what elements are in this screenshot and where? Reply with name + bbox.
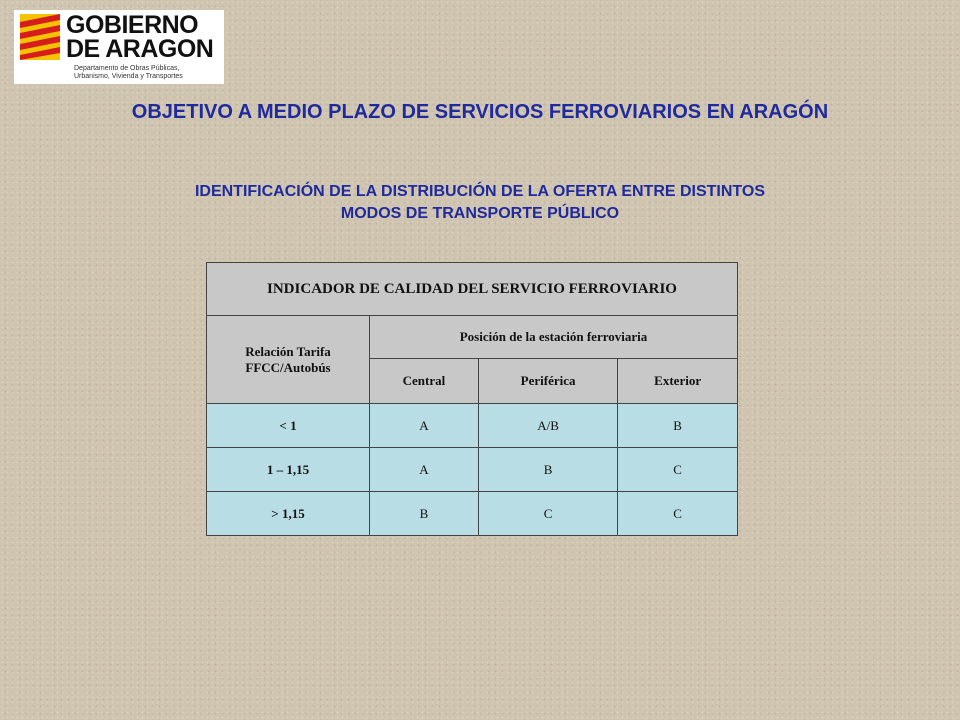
column-header-exterior: Exterior [618, 359, 738, 404]
row-header: Relación Tarifa FFCC/Autobús [207, 316, 370, 404]
table-row [207, 448, 738, 492]
table-cell: A [370, 448, 479, 492]
table-row [207, 404, 738, 448]
row-label: 1 – 1,15 [207, 448, 370, 492]
aragon-flag-icon [20, 14, 60, 60]
table-row [207, 492, 738, 536]
department-line-2: Urbanismo, Vivienda y Transportes [74, 73, 183, 80]
table-cell: B [370, 492, 479, 536]
page-subtitle [60, 181, 900, 225]
department-name [74, 65, 183, 81]
department-line-1: Departamento de Obras Públicas, [74, 65, 180, 72]
table-cell: A/B [478, 404, 617, 448]
table-cell: B [618, 404, 738, 448]
group-header: Posición de la estación ferroviaria [370, 316, 738, 359]
page-title: OBJETIVO A MEDIO PLAZO DE SERVICIOS FERROVIARIOS EN ARAGÓN [131, 101, 829, 123]
logo-line-2: DE ARAGON [66, 35, 214, 63]
logo-line-1: GOBIERNO [66, 11, 199, 39]
subtitle-line-2: MODOS DE TRANSPORTE PÚBLICO [340, 205, 620, 222]
subtitle-line-1: IDENTIFICACIÓN DE LA DISTRIBUCIÓN DE LA OFERTA ENTRE DISTINTOS [194, 183, 766, 200]
table-cell: C [478, 492, 617, 536]
column-header-periferica: Periférica [478, 359, 617, 404]
table-cell: A [370, 404, 479, 448]
row-label: > 1,15 [207, 492, 370, 536]
table-title: INDICADOR DE CALIDAD DEL SERVICIO FERROVIARIO [207, 263, 738, 316]
gobierno-aragon-logo [14, 10, 224, 84]
table-cell: C [618, 448, 738, 492]
column-header-central: Central [370, 359, 479, 404]
row-label: < 1 [207, 404, 370, 448]
table-cell: B [478, 448, 617, 492]
table-cell: C [618, 492, 738, 536]
quality-indicator-table [206, 262, 738, 536]
